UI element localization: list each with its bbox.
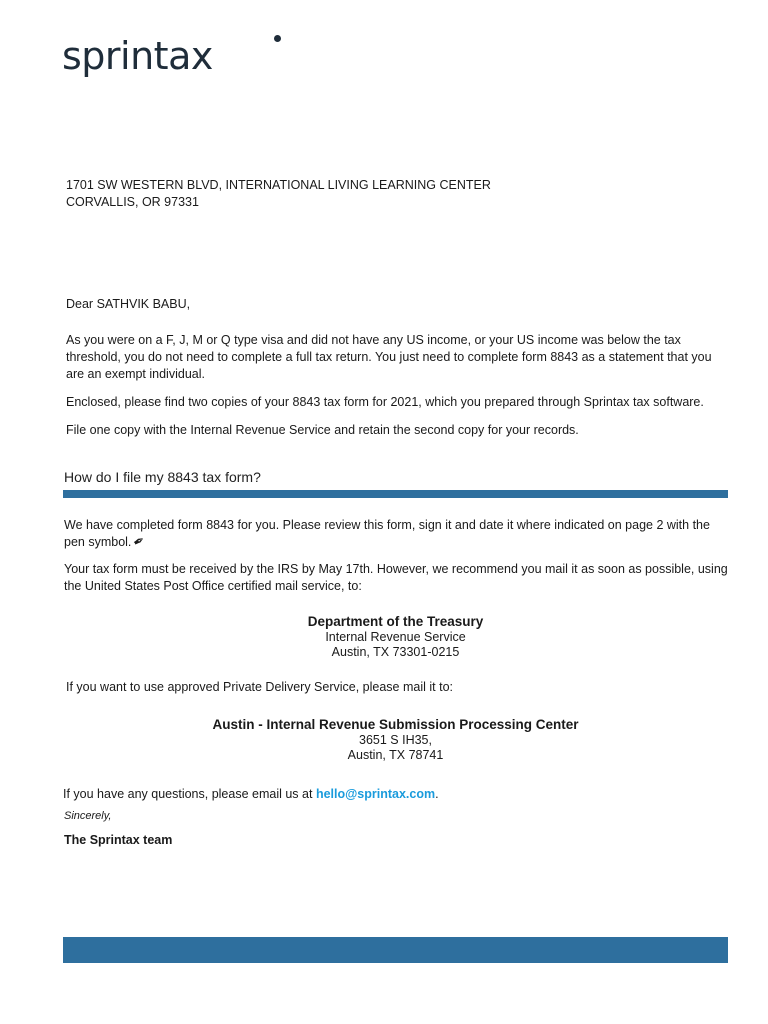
contact-suffix: .	[435, 787, 439, 801]
address-line-2: CORVALLIS, OR 97331	[66, 195, 199, 209]
logo-dot-icon	[274, 35, 281, 42]
pen-icon: ✒	[130, 531, 149, 551]
treasury-line-2: Austin, TX 73301-0215	[331, 645, 460, 659]
recipient-address	[66, 177, 666, 211]
contact-line	[63, 786, 439, 803]
review-text: We have completed form 8843 for you. Please review this form, sign it and date it where indicated on page 2 with the pen symbol.	[64, 518, 710, 549]
treasury-line-1: Internal Revenue Service	[325, 630, 466, 644]
treasury-title: Department of the Treasury	[307, 614, 484, 629]
logo-x-mark: x	[190, 34, 213, 78]
intro-paragraph-1: As you were on a F, J, M or Q type visa and did not have any US income, or your US income was below the tax threshold, you do not need to complete a full tax return. You just need to complete form 8843 as a statement that you are an exempt individual.	[66, 333, 712, 381]
intro-paragraph-3: File one copy with the Internal Revenue Service and retain the second copy for your records.	[66, 423, 579, 437]
austin-center-title: Austin - Internal Revenue Submission Processing Center	[212, 717, 579, 732]
signature: The Sprintax team	[64, 833, 173, 847]
address-line-1: 1701 SW WESTERN BLVD, INTERNATIONAL LIVING LEARNING CENTER	[66, 178, 491, 192]
logo-text-a: a	[168, 34, 191, 78]
footer-bar	[63, 937, 728, 963]
contact-prefix: If you have any questions, please email us at	[63, 787, 316, 801]
austin-line-2: Austin, TX 78741	[347, 748, 444, 762]
email-link[interactable]: hello@sprintax.com	[315, 787, 436, 801]
section-heading: How do I file my 8843 tax form?	[64, 469, 261, 485]
deadline-paragraph: Your tax form must be received by the IRS by May 17th. However, we recommend you mail it as soon as possible, using the United States Post Office certified mail service, to:	[64, 562, 728, 593]
greeting: Dear SATHVIK BABU,	[66, 297, 191, 311]
austin-line-1: 3651 S IH35,	[359, 733, 432, 747]
private-delivery-text: If you want to use approved Private Delivery Service, please mail it to:	[66, 680, 453, 694]
closing-sincerely: Sincerely,	[64, 810, 112, 822]
sprintax-logo	[62, 34, 213, 78]
section-divider	[63, 490, 728, 498]
intro-paragraph-2: Enclosed, please find two copies of your 8843 tax form for 2021, which you prepared through Sprintax tax software.	[66, 395, 704, 409]
logo-text: sprint	[62, 34, 169, 78]
review-paragraph	[64, 517, 724, 551]
